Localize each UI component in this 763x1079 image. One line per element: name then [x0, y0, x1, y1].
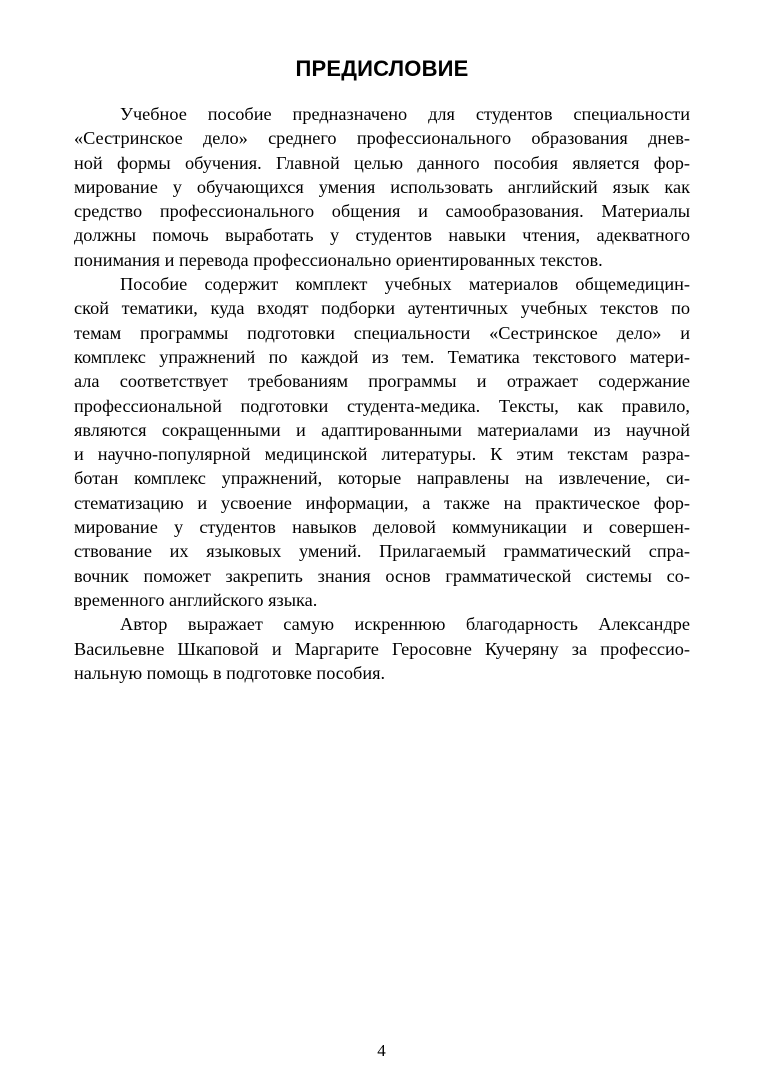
text-line: мирование у студентов навыков деловой коммуникации и совершен-	[74, 517, 690, 538]
text-line: темам программы подготовки специальности «Сестринское дело» и	[74, 322, 690, 343]
text-line: являются сокращенными и адаптированными материалами из научной	[74, 419, 690, 440]
paragraph-contents	[74, 272, 690, 612]
text-line: Учебное пособие предназначено для студентов специальности	[120, 104, 690, 124]
text-line: профессиональной подготовки студента-медика. Тексты, как правило,	[74, 395, 690, 416]
text-line: стематизацию и усвоение информации, а также на практическое фор-	[74, 492, 690, 513]
text-line: и научно-популярной медицинской литературы. К этим текстам разра-	[74, 444, 690, 465]
text-line: Автор выражает самую искреннюю благодарность Александре	[120, 614, 690, 635]
page-number: 4	[377, 1041, 386, 1060]
text-line: ботан комплекс упражнений, которые направлены на извлечение, си-	[74, 468, 690, 489]
text-line: нальную помощь в подготовке пособия.	[74, 662, 386, 683]
text-line: Васильевне Шкаповой и Маргарите Геросовне Кучеряну за профессио-	[74, 638, 690, 659]
text-line: мирование у обучающихся умения использовать английский язык как	[74, 176, 690, 197]
body-text	[74, 102, 690, 685]
text-line: должны помочь выработать у студентов навыки чтения, адекватного	[74, 225, 690, 246]
paragraph-acknowledgements	[74, 612, 690, 685]
text-line: временного английского языка.	[74, 589, 318, 610]
paragraph-purpose	[74, 102, 690, 272]
text-line: Пособие содержит комплект учебных материалов общемедицин-	[120, 274, 690, 295]
page-title: ПРЕДИСЛОВИЕ	[295, 56, 469, 81]
text-line: ской тематики, куда входят подборки аутентичных учебных текстов по	[74, 298, 690, 319]
text-line: ной формы обучения. Главной целью данного пособия является фор-	[74, 152, 690, 173]
text-line: ала соответствует требованиям программы и отражает содержание	[74, 371, 690, 392]
document-page	[74, 50, 690, 685]
text-line: комплекс упражнений по каждой из тем. Тематика текстового матери-	[74, 346, 690, 367]
text-line: «Сестринское дело» среднего профессионального образования днев-	[74, 128, 690, 149]
text-line: понимания и перевода профессионально ориентированных текстов.	[74, 249, 603, 270]
text-line: ствование их языковых умений. Прилагаемый грамматический спра-	[74, 541, 690, 562]
text-line: вочник поможет закрепить знания основ грамматической системы со-	[74, 565, 690, 586]
text-line: средство профессионального общения и самообразования. Материалы	[74, 201, 690, 222]
